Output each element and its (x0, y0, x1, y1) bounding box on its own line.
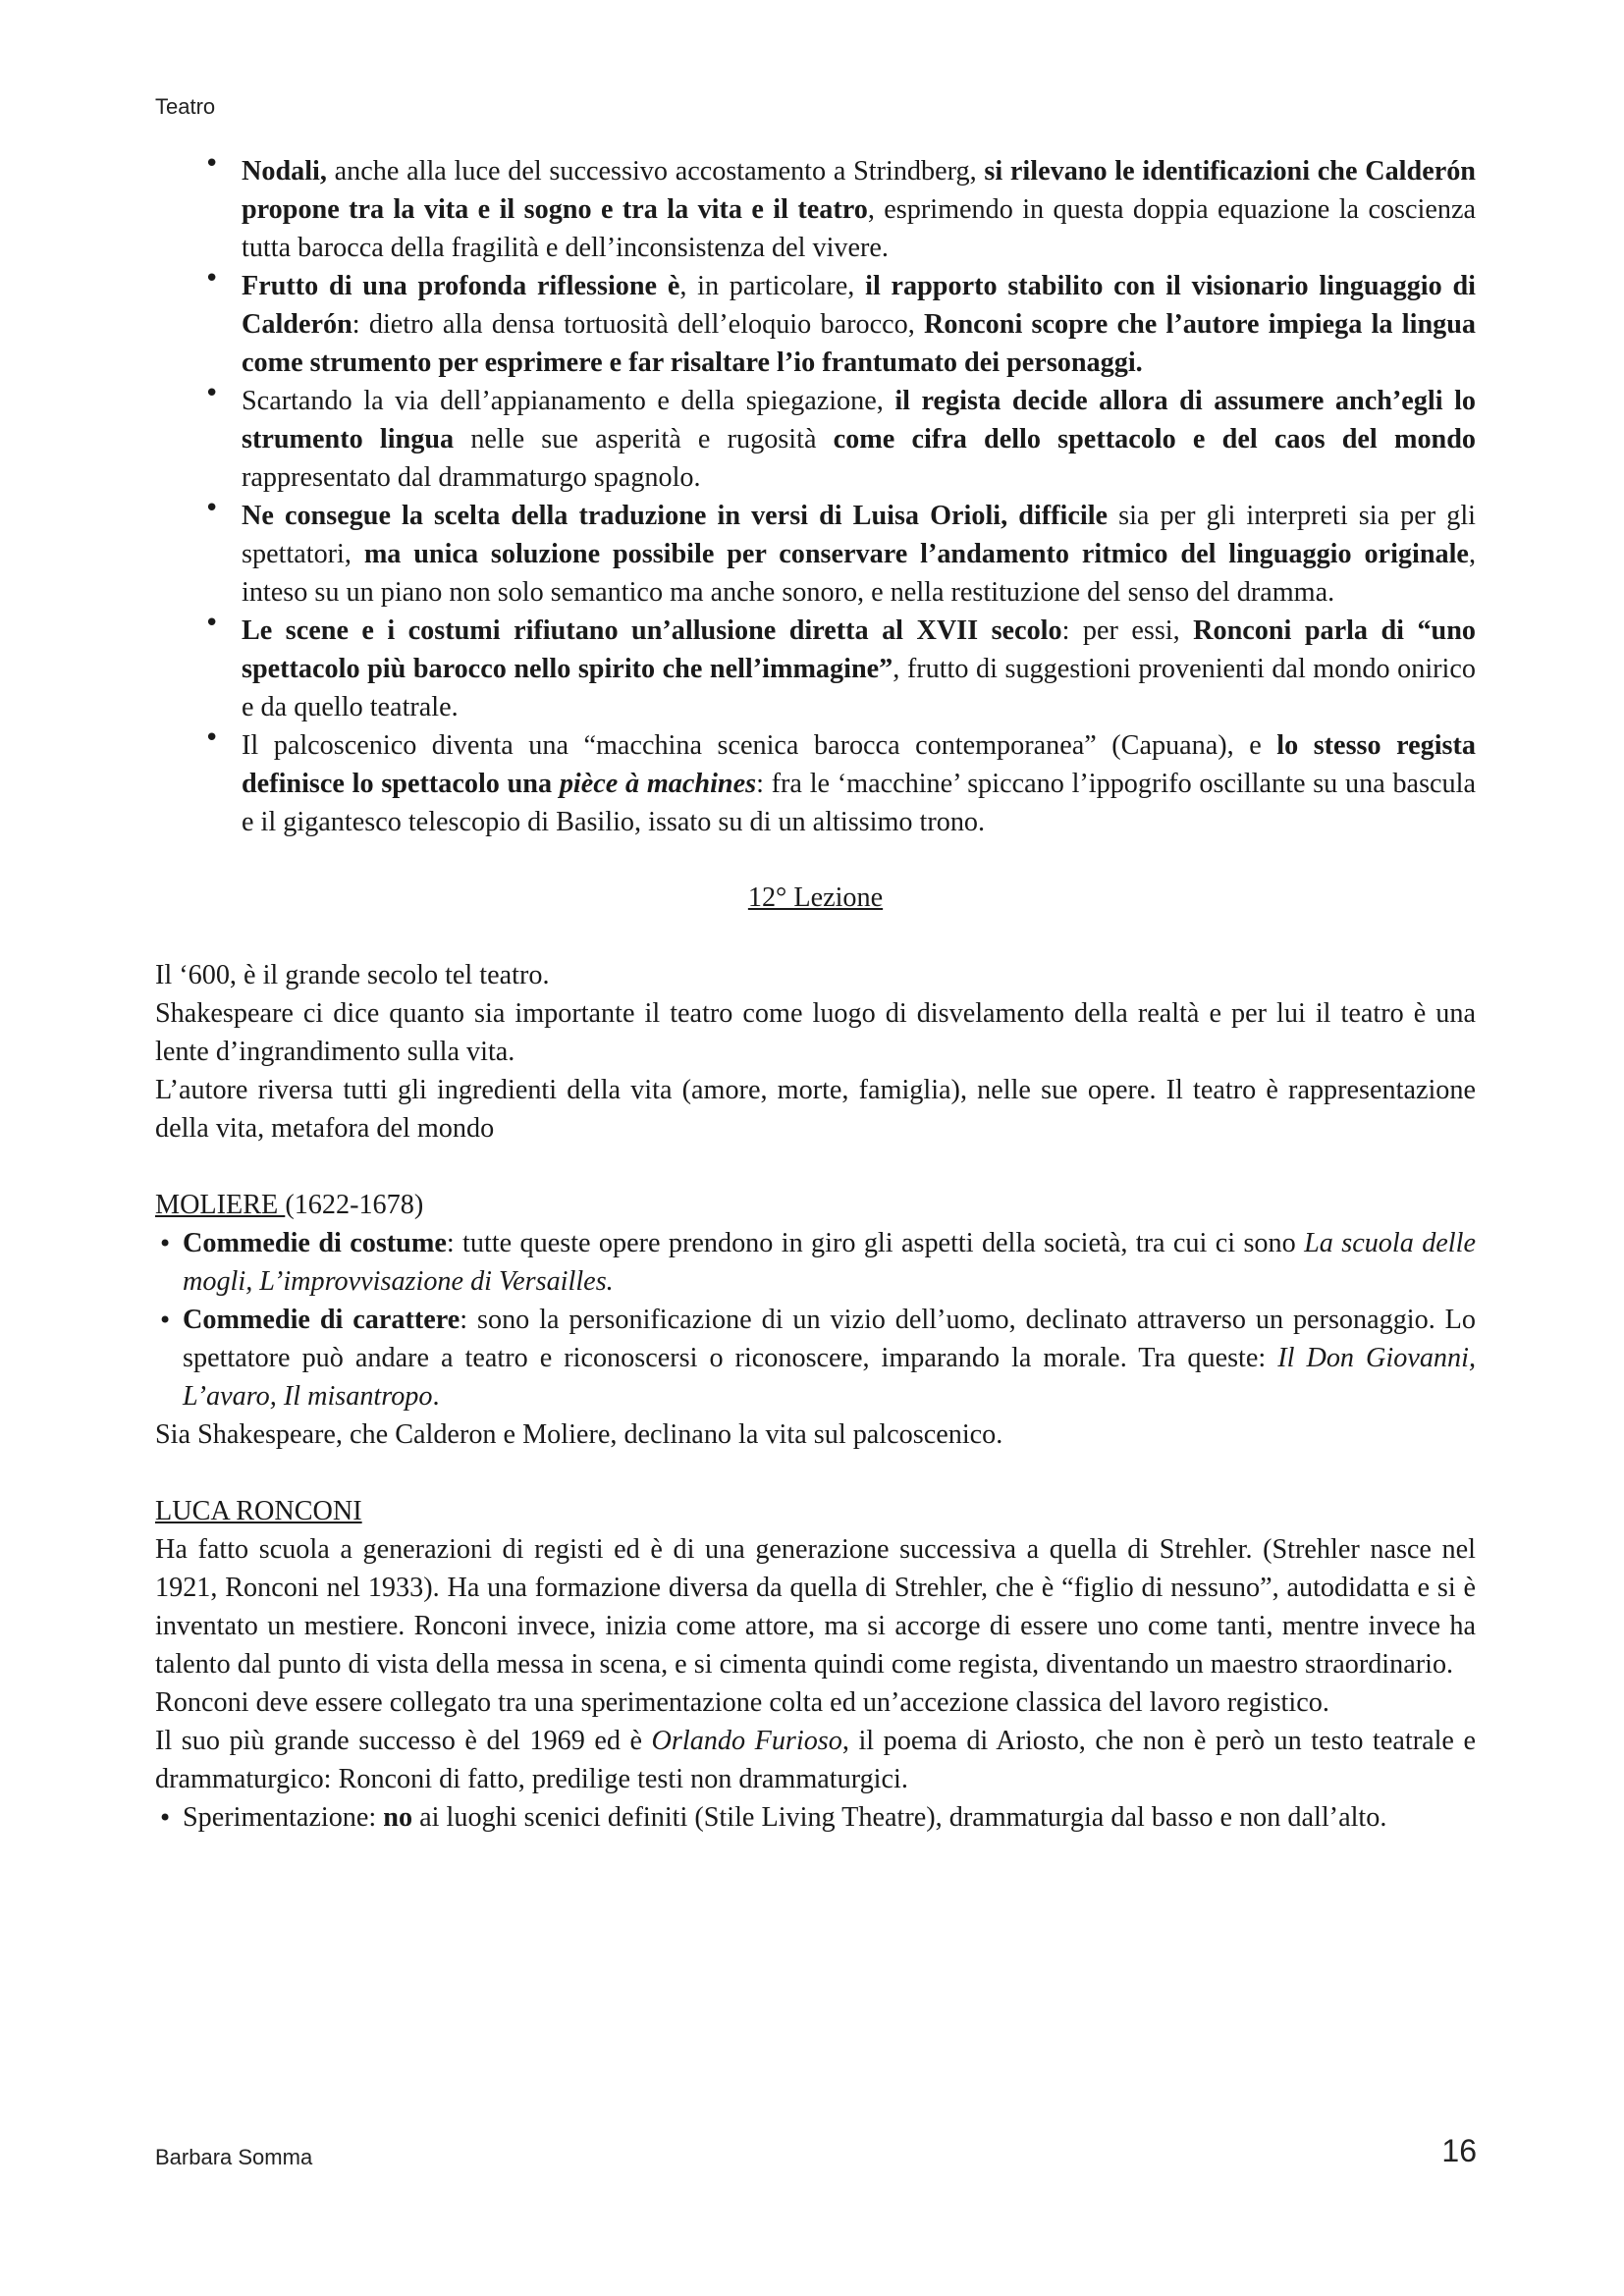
text-run: , in particolare, (679, 271, 866, 301)
text-run: Commedie di carattere (183, 1305, 460, 1335)
ronconi-paragraph: Ronconi deve essere collegato tra una sperimentazione colta ed un’accezione classica del lavoro registico. (155, 1687, 1329, 1718)
text-run: sia per gli interpreti sia per gli spettatori, (242, 501, 1476, 569)
ronconi-name: LUCA RONCONI (155, 1496, 362, 1526)
text-run: nelle sue asperità e rugosità (454, 424, 834, 454)
text-run: il regista decide allora di assumere anch’egli lo strumento lingua (242, 386, 1476, 454)
intro-paragraph: Shakespeare ci dice quanto sia importante il teatro come luogo di disvelamento della realtà e per lui il teatro è una lente d’ingrandimento sulla vita. (155, 998, 1476, 1067)
text-run: , il poema di Ariosto, che non è però un testo teatrale e drammaturgico: Ronconi di fatto, predilige testi non drammaturgici. (155, 1726, 1476, 1794)
text-run: , frutto di suggestioni provenienti dal mondo onirico e da quello teatrale. (242, 654, 1476, 722)
text-run: anche alla luce del successivo accostamento a Strindberg, (326, 156, 985, 187)
page-number: 16 (1441, 2133, 1477, 2168)
text-run: Orlando Furioso (651, 1726, 842, 1756)
text-run: : dietro alla densa tortuosità dell’eloquio barocco, (352, 309, 925, 340)
intro-paragraph: L’autore riversa tutti gli ingredienti della vita (amore, morte, famiglia), nelle sue opere. Il teatro è rappresentazione della vita, metafora del mondo (155, 1075, 1476, 1144)
bullet-icon: • (158, 1230, 173, 1257)
ronconi-paragraph (155, 1722, 1476, 1798)
list-item (155, 379, 1476, 497)
ronconi-title (155, 1492, 1476, 1530)
text-run: : tutte queste opere prendono in giro gli aspetti della società, tra cui ci sono (446, 1228, 1305, 1258)
bullet-icon: • (204, 149, 220, 179)
ronconi-paragraph: Ha fatto scuola a generazioni di registi ed è di una generazione successiva a quella di Strehler. (Strehler nasce nel 1921, Ronconi nel 1933). Ha una formazione diversa da quella di Strehler, che è “figlio di nessuno”, autodidatta e si è inventato un mestiere. Ronconi invece, inizia come attore, ma si accorge di essere uno come tanti, mentre invece ha talento dal punto di vista della messa in scena, e si cimenta quindi come regista, diventando un maestro straordinario. (155, 1534, 1476, 1680)
text-run: ai luoghi scenici definiti (Stile Living Theatre), drammaturgia dal basso e non dall’alto. (412, 1802, 1387, 1833)
moliere-dates: (1622-1678) (285, 1190, 424, 1220)
list-item (155, 723, 1477, 841)
text-run: Sperimentazione: (183, 1802, 384, 1833)
ronconi-bullet-list (155, 1798, 1476, 1837)
list-item (155, 1224, 1476, 1301)
footer-author: Barbara Somma (155, 2145, 313, 2169)
bullet-icon: • (204, 264, 220, 294)
list-item (155, 609, 1476, 726)
text-run: si rilevano le identificazioni che Calderón propone tra la vita e il sogno e tra la vita e il teatro (242, 156, 1476, 225)
text-run: come cifra dello spettacolo e del caos del mondo (833, 424, 1476, 454)
text-run: Ronconi scopre che l’autore impiega la lingua come strumento per esprimere e far risaltare l’io frantumato dei personaggi. (242, 309, 1476, 378)
text-run: ma unica soluzione possibile per conservare l’andamento ritmico del linguaggio originale (363, 539, 1469, 569)
bullet-icon: • (158, 1307, 173, 1334)
lesson-heading: 12° Lezione (747, 882, 884, 913)
text-run: Il suo più grande successo è del 1969 ed è (155, 1726, 652, 1756)
text-run: : per essi, (1061, 615, 1194, 646)
text-run: Nodali, (242, 156, 327, 187)
intro-paragraph: Il ‘600, è il grande secolo tel teatro. (155, 960, 550, 990)
text-run: Commedie di costume (183, 1228, 447, 1258)
bullet-icon: • (204, 379, 220, 408)
text-run: La scuola delle mogli, L’improvvisazione di Versailles. (183, 1228, 1476, 1297)
moliere-bullet-list (155, 1224, 1476, 1415)
list-item (155, 1301, 1476, 1415)
text-run: Ronconi parla di “uno spettacolo più barocco nello spirito che nell’immagine” (242, 615, 1476, 684)
text-run: . (432, 1381, 440, 1412)
moliere-closing: Sia Shakespeare, che Calderon e Moliere, declinano la vita sul palcoscenico. (155, 1419, 1003, 1450)
text-run: , inteso su un piano non solo semantico ma anche sonoro, e nella restituzione del senso del dramma. (242, 539, 1476, 608)
list-item (155, 494, 1476, 612)
text-run: , esprimendo in questa doppia equazione la coscienza tutta barocca della fragilità e dell’inconsistenza del vivere. (242, 194, 1476, 263)
bullet-icon: • (158, 1804, 173, 1832)
text-run: il rapporto stabilito con il visionario linguaggio di Calderón (242, 271, 1476, 340)
text-run: no (383, 1802, 413, 1833)
list-item (155, 149, 1476, 267)
bullet-icon: • (204, 609, 220, 638)
text-run: lo stesso regista definisce lo spettacolo una (242, 730, 1477, 799)
moliere-name: MOLIERE (155, 1190, 286, 1220)
moliere-title (155, 1186, 1476, 1224)
list-item (155, 264, 1476, 382)
text-run: Ne consegue la scelta della traduzione in versi di Luisa Orioli, difficile (242, 501, 1109, 531)
text-run: : sono la personificazione di un vizio dell’uomo, declinato attraverso un personaggio. Lo spettatore può andare a teatro e riconoscersi o riconoscere, imparando la morale. Tra queste: (183, 1305, 1476, 1373)
intro-section (155, 956, 1476, 1148)
text-run: Scartando la via dell’appianamento e della spiegazione, (242, 386, 895, 416)
text-run: : fra le ‘macchine’ spiccano l’ippogrifo oscillante su una bascula e il gigantesco telescopio di Basilio, issato su di un altissimo trono. (242, 769, 1476, 837)
text-run: pièce à machines (559, 769, 757, 799)
calderon-bullet-list (155, 149, 1477, 841)
text-run: rappresentato dal drammaturgo spagnolo. (242, 462, 701, 493)
text-run: Il Don Giovanni, L’avaro, Il misantropo (183, 1343, 1476, 1412)
list-item (155, 1798, 1476, 1837)
text-run: Frutto di una profonda riflessione è (242, 271, 680, 301)
bullet-icon: • (204, 723, 220, 753)
page-content (155, 149, 1477, 1837)
bullet-icon: • (204, 494, 220, 523)
page-header: Teatro (155, 94, 216, 119)
text-run: Le scene e i costumi rifiutano un’allusione diretta al XVII secolo (242, 615, 1062, 646)
text-run: Il palcoscenico diventa una “macchina scenica barocca contemporanea” (Capuana), e (242, 730, 1277, 761)
